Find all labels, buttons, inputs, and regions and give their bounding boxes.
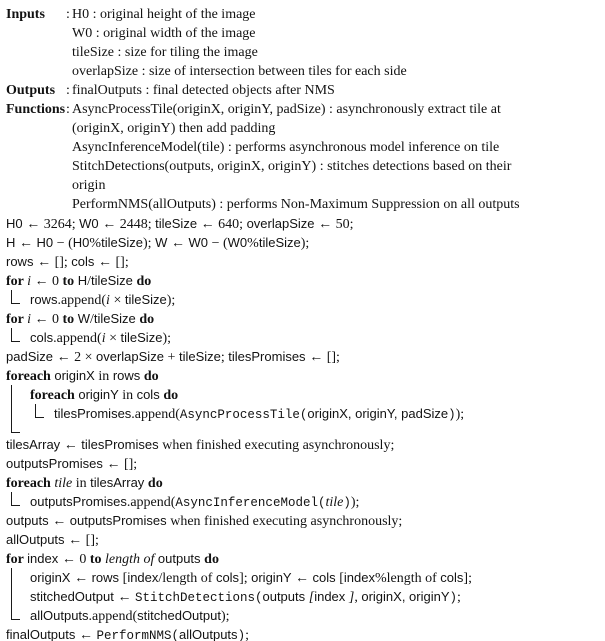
code-line: [6, 549, 605, 568]
code-segment: outputsPromises: [30, 494, 127, 509]
code-segment: .append(: [131, 407, 180, 422]
code-segment: AsyncProcessTile(: [179, 408, 308, 422]
code-segment: .append(: [126, 495, 176, 510]
code-segment: ): [237, 629, 246, 641]
code-segment: ): [448, 408, 456, 422]
code-segment: %length of: [374, 571, 441, 586]
code-segment: index: [343, 570, 375, 585]
code-segment: ;: [220, 350, 229, 365]
code-segment: when finished executing asynchronously;: [170, 514, 403, 529]
header-content: [72, 81, 605, 100]
code-segment: rows: [112, 368, 144, 383]
code-segment: ← 0: [61, 552, 90, 567]
code-line: [6, 473, 605, 492]
header-line: (originX, originY) then add padding: [72, 121, 276, 136]
code-line: [6, 347, 605, 366]
code-line: [6, 587, 605, 606]
code-segment: originX, originY: [361, 589, 450, 604]
code-segment: ← 0: [34, 274, 63, 289]
code-segment: ): [449, 591, 458, 605]
header-line: StitchDetections(outputs, originX, originY) : stitches detections based on their: [72, 159, 512, 174]
code-segment: cols: [71, 254, 99, 269]
code-segment: ← [];: [68, 533, 99, 548]
code-segment: allOutputs: [6, 532, 69, 547]
code-segment: ←: [74, 571, 92, 586]
code-segment: cols: [215, 570, 240, 585]
code-segment: stitchedOutput: [30, 589, 118, 604]
code-segment: padSize: [6, 349, 57, 364]
code-segment: i: [101, 331, 110, 346]
code-segment: ← 640;: [200, 217, 247, 232]
code-segment: originX, originY, padSize: [307, 406, 449, 421]
header-line: origin: [72, 178, 106, 193]
code-segment: H: [77, 273, 88, 288]
indent-guide-bar: [11, 587, 12, 606]
code-line: [6, 271, 605, 290]
code-segment: tile: [54, 476, 76, 491]
code-line: [6, 385, 605, 404]
header-label: Inputs: [6, 7, 45, 22]
code-segment: ← [];: [98, 255, 129, 270]
header-line: AsyncInferenceModel(tile) : performs asynchronous model inference on tile: [72, 140, 500, 155]
code-segment: tileSize: [124, 292, 167, 307]
code-line: [6, 328, 605, 347]
code-segment: tile: [325, 495, 344, 510]
code-segment: );: [143, 236, 156, 251]
header-label: Functions: [6, 102, 66, 117]
code-segment: to: [62, 312, 78, 327]
code-line: [6, 435, 605, 454]
code-segment: cols: [136, 387, 164, 402]
code-segment: [: [308, 590, 315, 605]
indent-guide-foot: [11, 290, 20, 304]
code-segment: ,: [354, 590, 362, 605]
code-segment: W: [155, 235, 171, 250]
code-segment: StitchDetections(: [134, 591, 263, 605]
code-segment: for: [6, 274, 28, 289]
code-segment: ): [343, 496, 351, 510]
code-segment: tilesArray: [6, 437, 64, 452]
code-line: [6, 309, 605, 328]
code-segment: for: [6, 312, 28, 327]
code-line: [6, 606, 605, 625]
code-segment: index: [314, 589, 349, 604]
header-content: [72, 100, 605, 214]
code-segment: .append(: [53, 331, 102, 346]
code-line: [6, 625, 605, 641]
code-segment: ;: [457, 590, 461, 605]
code-line: [6, 404, 605, 423]
code-segment: outputs: [6, 513, 53, 528]
header-colon: :: [66, 102, 70, 117]
code-line: [6, 423, 605, 435]
header-group-outputs: [6, 81, 605, 100]
code-segment: [: [339, 571, 344, 586]
code-segment: do: [143, 369, 159, 384]
code-segment: i: [27, 312, 35, 327]
code-segment: tileSize: [120, 330, 163, 345]
code-segment: foreach: [6, 476, 55, 491]
code-segment: ←: [79, 628, 97, 641]
code-segment: );: [300, 236, 310, 251]
code-segment: ← 0: [34, 312, 63, 327]
indent-guide-foot: [11, 606, 20, 620]
code-segment: in: [75, 476, 91, 491]
code-segment: to: [89, 552, 105, 567]
code-segment: ← [];: [309, 350, 340, 365]
code-segment: foreach: [30, 388, 79, 403]
code-segment: ← [];: [37, 255, 72, 270]
code-line: [6, 214, 605, 233]
code-segment: /length of: [158, 571, 216, 586]
code-segment: AsyncInferenceModel(: [175, 496, 326, 510]
code-segment: );: [166, 293, 176, 308]
code-line: [6, 290, 605, 309]
code-segment: outputsPromises: [69, 513, 171, 528]
code-line: [6, 492, 605, 511]
code-segment: H: [6, 235, 19, 250]
code-segment: ← 2448;: [102, 217, 156, 232]
code-segment: i: [27, 274, 35, 289]
code-segment: W0: [188, 235, 212, 250]
code-segment: ]: [348, 590, 355, 605]
code-segment: stitchedOutput: [137, 608, 221, 623]
header-line: H0 : original height of the image: [72, 7, 256, 22]
code-segment: outputs: [262, 589, 309, 604]
code-segment: do: [204, 552, 219, 567]
code-segment: do: [147, 476, 163, 491]
header-colon: :: [66, 7, 70, 22]
code-segment: tileSize: [258, 235, 301, 250]
code-line: [6, 568, 605, 587]
code-line: [6, 511, 605, 530]
header-line: AsyncProcessTile(originX, originY, padSize) : asynchronously extract tile at: [72, 102, 501, 117]
code-segment: ← 50;: [318, 217, 354, 232]
code-segment: length of: [105, 552, 158, 567]
code-segment: finalOutputs: [6, 627, 79, 641]
algorithm-header: [6, 5, 605, 214]
code-segment: tilesPromises: [81, 437, 163, 452]
code-segment: cols: [440, 570, 464, 585]
code-segment: .append(: [88, 609, 138, 624]
code-segment: rows: [30, 292, 58, 307]
header-content: [72, 5, 605, 81]
code-segment: when finished executing asynchronously;: [162, 438, 395, 453]
code-segment: ←: [52, 514, 70, 529]
code-segment: do: [139, 312, 155, 327]
code-segment: allOutputs: [179, 627, 238, 641]
code-segment: foreach: [6, 369, 55, 384]
code-line: [6, 252, 605, 271]
code-segment: /: [87, 274, 91, 289]
code-segment: index: [127, 570, 159, 585]
code-segment: %: [247, 236, 259, 251]
code-segment: originY: [78, 387, 123, 402]
code-segment: +: [167, 350, 179, 365]
code-segment: ← 2 ×: [56, 350, 96, 365]
indent-guide-bar: [11, 404, 12, 423]
code-segment: tilesPromises: [54, 406, 132, 421]
code-segment: ←: [117, 590, 135, 605]
code-segment: .append(: [57, 293, 107, 308]
code-segment: − (: [56, 236, 73, 251]
code-segment: ←: [170, 236, 189, 251]
code-segment: tileSize: [155, 216, 201, 231]
code-segment: H0: [72, 235, 90, 250]
code-segment: tileSize: [178, 349, 221, 364]
code-segment: ;: [245, 628, 249, 641]
code-segment: [: [122, 571, 128, 586]
code-segment: tilesPromises: [228, 349, 310, 364]
code-segment: in: [122, 388, 137, 403]
code-segment: tilesArray: [90, 475, 148, 490]
code-segment: );: [350, 495, 360, 510]
code-line: [6, 366, 605, 385]
code-segment: %: [89, 236, 102, 251]
code-segment: H0: [6, 216, 27, 231]
code-segment: ];: [239, 571, 252, 586]
header-line: PerformNMS(allOutputs) : performs Non-Maximum Suppression on all outputs: [72, 197, 520, 212]
code-segment: rows: [6, 254, 38, 269]
header-line: tileSize : size for tiling the image: [72, 45, 258, 60]
code-segment: );: [220, 609, 230, 624]
code-segment: ←: [19, 236, 37, 251]
indent-guide-foot: [11, 492, 20, 506]
code-segment: originY: [251, 570, 295, 585]
code-segment: W0: [227, 235, 248, 250]
code-segment: originX: [54, 368, 99, 383]
code-line: [6, 454, 605, 473]
code-segment: cols: [30, 330, 54, 345]
algorithm-body: [6, 214, 605, 641]
code-segment: W: [77, 311, 90, 326]
code-segment: ×: [113, 293, 125, 308]
code-line: [6, 233, 605, 252]
code-segment: ←: [294, 571, 313, 586]
code-segment: − (: [211, 236, 228, 251]
header-group-functions: [6, 100, 605, 214]
code-segment: originX: [30, 570, 75, 585]
indent-guide-bar: [11, 385, 12, 404]
code-segment: to: [62, 274, 78, 289]
indent-guide-foot: [11, 328, 20, 342]
code-segment: PerformNMS(: [96, 629, 180, 641]
code-segment: cols: [312, 570, 340, 585]
code-segment: W0: [79, 216, 103, 231]
code-segment: );: [455, 407, 465, 422]
code-segment: ];: [463, 571, 472, 586]
code-segment: );: [162, 331, 171, 346]
code-segment: do: [163, 388, 179, 403]
indent-guide-bar: [11, 568, 12, 587]
code-line: [6, 530, 605, 549]
code-segment: ← 3264;: [26, 217, 80, 232]
header-group-inputs: [6, 5, 605, 81]
code-segment: ← [];: [106, 457, 138, 472]
code-segment: outputs: [157, 551, 205, 566]
code-segment: for: [6, 552, 28, 567]
code-segment: H0: [36, 235, 57, 250]
code-segment: allOutputs: [30, 608, 89, 623]
header-colon: :: [66, 83, 70, 98]
code-segment: index: [27, 551, 62, 566]
code-segment: ×: [109, 331, 121, 346]
code-segment: outputsPromises: [6, 456, 107, 471]
header-line: finalOutputs : final detected objects after NMS: [72, 83, 335, 98]
code-segment: overlapSize: [96, 349, 168, 364]
code-segment: tileSize: [90, 273, 137, 288]
code-segment: in: [98, 369, 113, 384]
code-segment: tileSize: [93, 311, 140, 326]
code-segment: i: [106, 293, 114, 308]
header-line: W0 : original width of the image: [72, 26, 256, 41]
code-segment: rows: [91, 570, 123, 585]
code-segment: ←: [63, 438, 82, 453]
indent-guide-foot: [35, 404, 44, 418]
header-line: overlapSize : size of intersection between tiles for each side: [72, 64, 407, 79]
header-label: Outputs: [6, 83, 56, 98]
code-segment: /: [89, 312, 94, 327]
code-segment: overlapSize: [246, 216, 319, 231]
code-segment: do: [136, 274, 152, 289]
code-segment: tileSize: [101, 235, 144, 250]
indent-guide-foot: [11, 423, 20, 433]
